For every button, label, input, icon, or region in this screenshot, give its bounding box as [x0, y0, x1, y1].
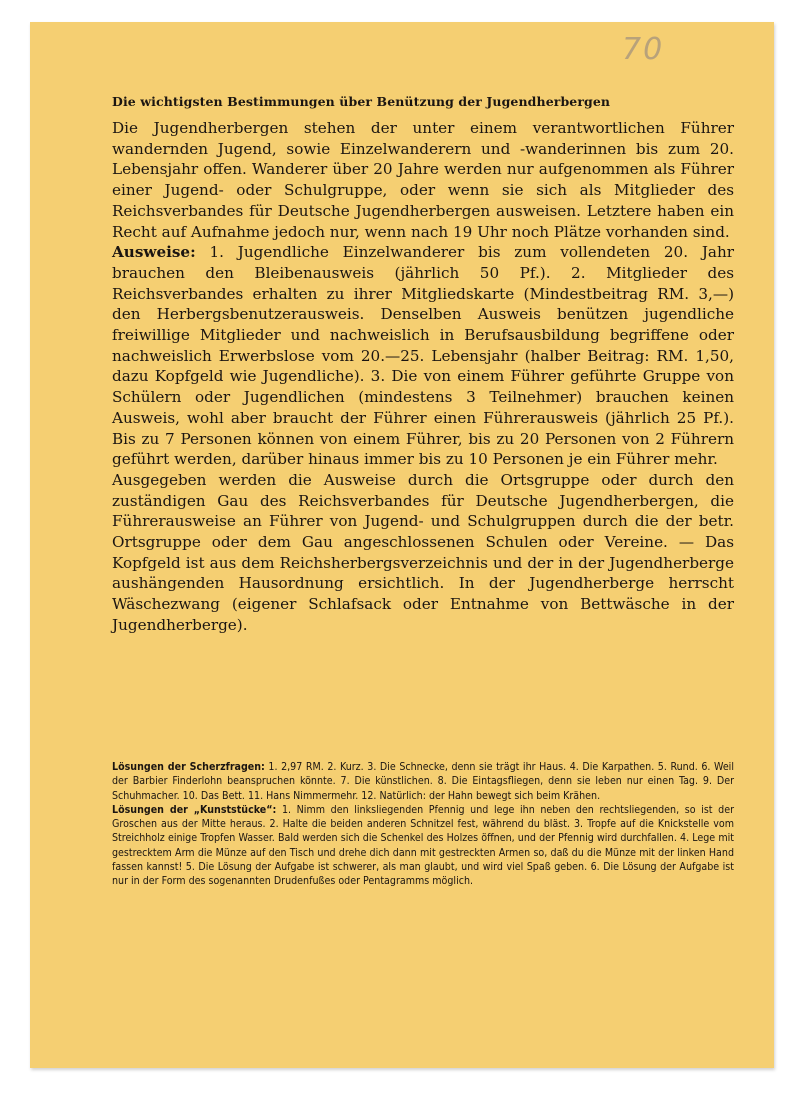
solutions-scherzfragen: [112, 760, 734, 803]
paragraph-ausweise-text: 1. Jugendliche Einzelwanderer bis zum vollendeten 20. Jahr brauchen den Bleibenausweis (jährlich 50 Pf.). 2. Mitglieder des Reichsverbandes erhalten zu ihrer Mitgliedskarte (Mindestbeitrag RM. 3,—) den Herbergsbenutzerausweis. Denselben Ausweis benützen jugendliche freiwillige Mitglieder und nachweislich in Berufsausbildung begriffene oder nachweislich Erwerbslose vom 20.—25. Lebensjahr (halber Beitrag: RM. 1,50, dazu Kopfgeld wie Jugendliche). 3. Die von einem Führer geführte Gruppe von Schülern oder Jugendlichen (mindestens 3 Teilnehmer) brauchen keinen Ausweis, wohl aber braucht der Führer einen Führerausweis (jährlich 25 Pf.). Bis zu 7 Personen können von einem Führer, bis zu 20 Personen von 2 Führern geführt werden, darüber hinaus immer bis zu 10 Personen je ein Führer mehr.: [112, 243, 735, 469]
paragraph-ausgabe-text: Ausgegeben werden die Ausweise durch die Ortsgruppe oder durch den zuständigen Gau des Reichsverbandes für Deutsche Jugendherbergen, die Führerausweise an Führer von Jugend- und Schulgruppen durch die der betr. Ortsgruppe oder dem Gau angeschlossenen Schulen oder Vereine. — Das Kopfgeld ist aus dem Reichsherbergsverzeichnis und der in der Jugendherberge aushängenden Hausordnung ersichtlich. In der Jugendherberge herrscht Wäschezwang (eigener Schlafsack oder Entnahme von Bettwäsche in der Jugendherberge).: [112, 470, 734, 634]
paragraph-intro-text: Die Jugendherbergen stehen der unter einem verantwortlichen Führer wandernden Jugend, sowie Einzelwanderern und -wanderinnen bis zum 20. Lebensjahr offen. Wanderer über 20 Jahre werden nur aufgenommen als Führer einer Jugend- oder Schulgruppe, oder wenn sie sich als Mitglieder des Reichsverbandes für Deutsche Jugendherbergen ausweisen. Letztere haben ein Recht auf Aufnahme jedoch nur, wenn nach 19 Uhr noch Plätze vorhanden sind.: [112, 119, 734, 241]
solutions-kunststuecke: [112, 803, 734, 889]
rules-body: [112, 118, 734, 636]
solutions-scherzfragen-label: Lösungen der Scherzfragen:: [112, 761, 265, 773]
paragraph-intro: [112, 118, 734, 242]
paragraph-ausgabe: [112, 470, 734, 636]
paragraph-ausweise: [112, 242, 734, 470]
booklet-page: [30, 22, 774, 1068]
pencil-page-number: 70: [622, 32, 665, 67]
paragraph-ausweise-label: Ausweise:: [112, 243, 196, 262]
solutions-kunststuecke-text: 1. Nimm den linksliegenden Pfennig und lege ihn neben den rechtsliegenden, so ist der Groschen aus der Mitte heraus. 2. Halte die beiden anderen Schnitzel fest, während du bläst. 3. Tropfe auf die Knickstelle vom Streichholz einige Tropfen Wasser. Bald werden sich die Schenkel des Holzes öffnen, und der Pfennig wird durchfallen. 4. Lege mit gestrecktem Arm die Münze auf den Tisch und drehe dich dann mit gestreckten Armen so, daß du die Münze mit der linken Hand fassen kannst! 5. Die Lösung der Aufgabe ist schwerer, als man glaubt, und wird viel Spaß geben. 6. Die Lösung der Aufgabe ist nur in der Form des sogenannten Drudenfußes oder Pentagramms möglich.: [112, 803, 734, 888]
solutions-scherzfragen-text: 1. 2,97 RM. 2. Kurz. 3. Die Schnecke, denn sie trägt ihr Haus. 4. Die Karpathen. 5. Rund. 6. Weil der Barbier Finderlohn beanspruchen könnte. 7. Die künstlichen. 8. Die Eintagsfliegen, denn sie leben nur einen Tag. 9. Der Schuhmacher. 10. Das Bett. 11. Hans Nimmermehr. 12. Natürlich: der Hahn bewegt sich beim Krähen.: [112, 761, 734, 802]
solutions-kunststuecke-label: Lösungen der „Kunststücke“:: [112, 803, 277, 816]
solutions-section: [112, 760, 734, 889]
page-title: Die wichtigsten Bestimmungen über Benützung der Jugendherbergen: [112, 94, 611, 109]
